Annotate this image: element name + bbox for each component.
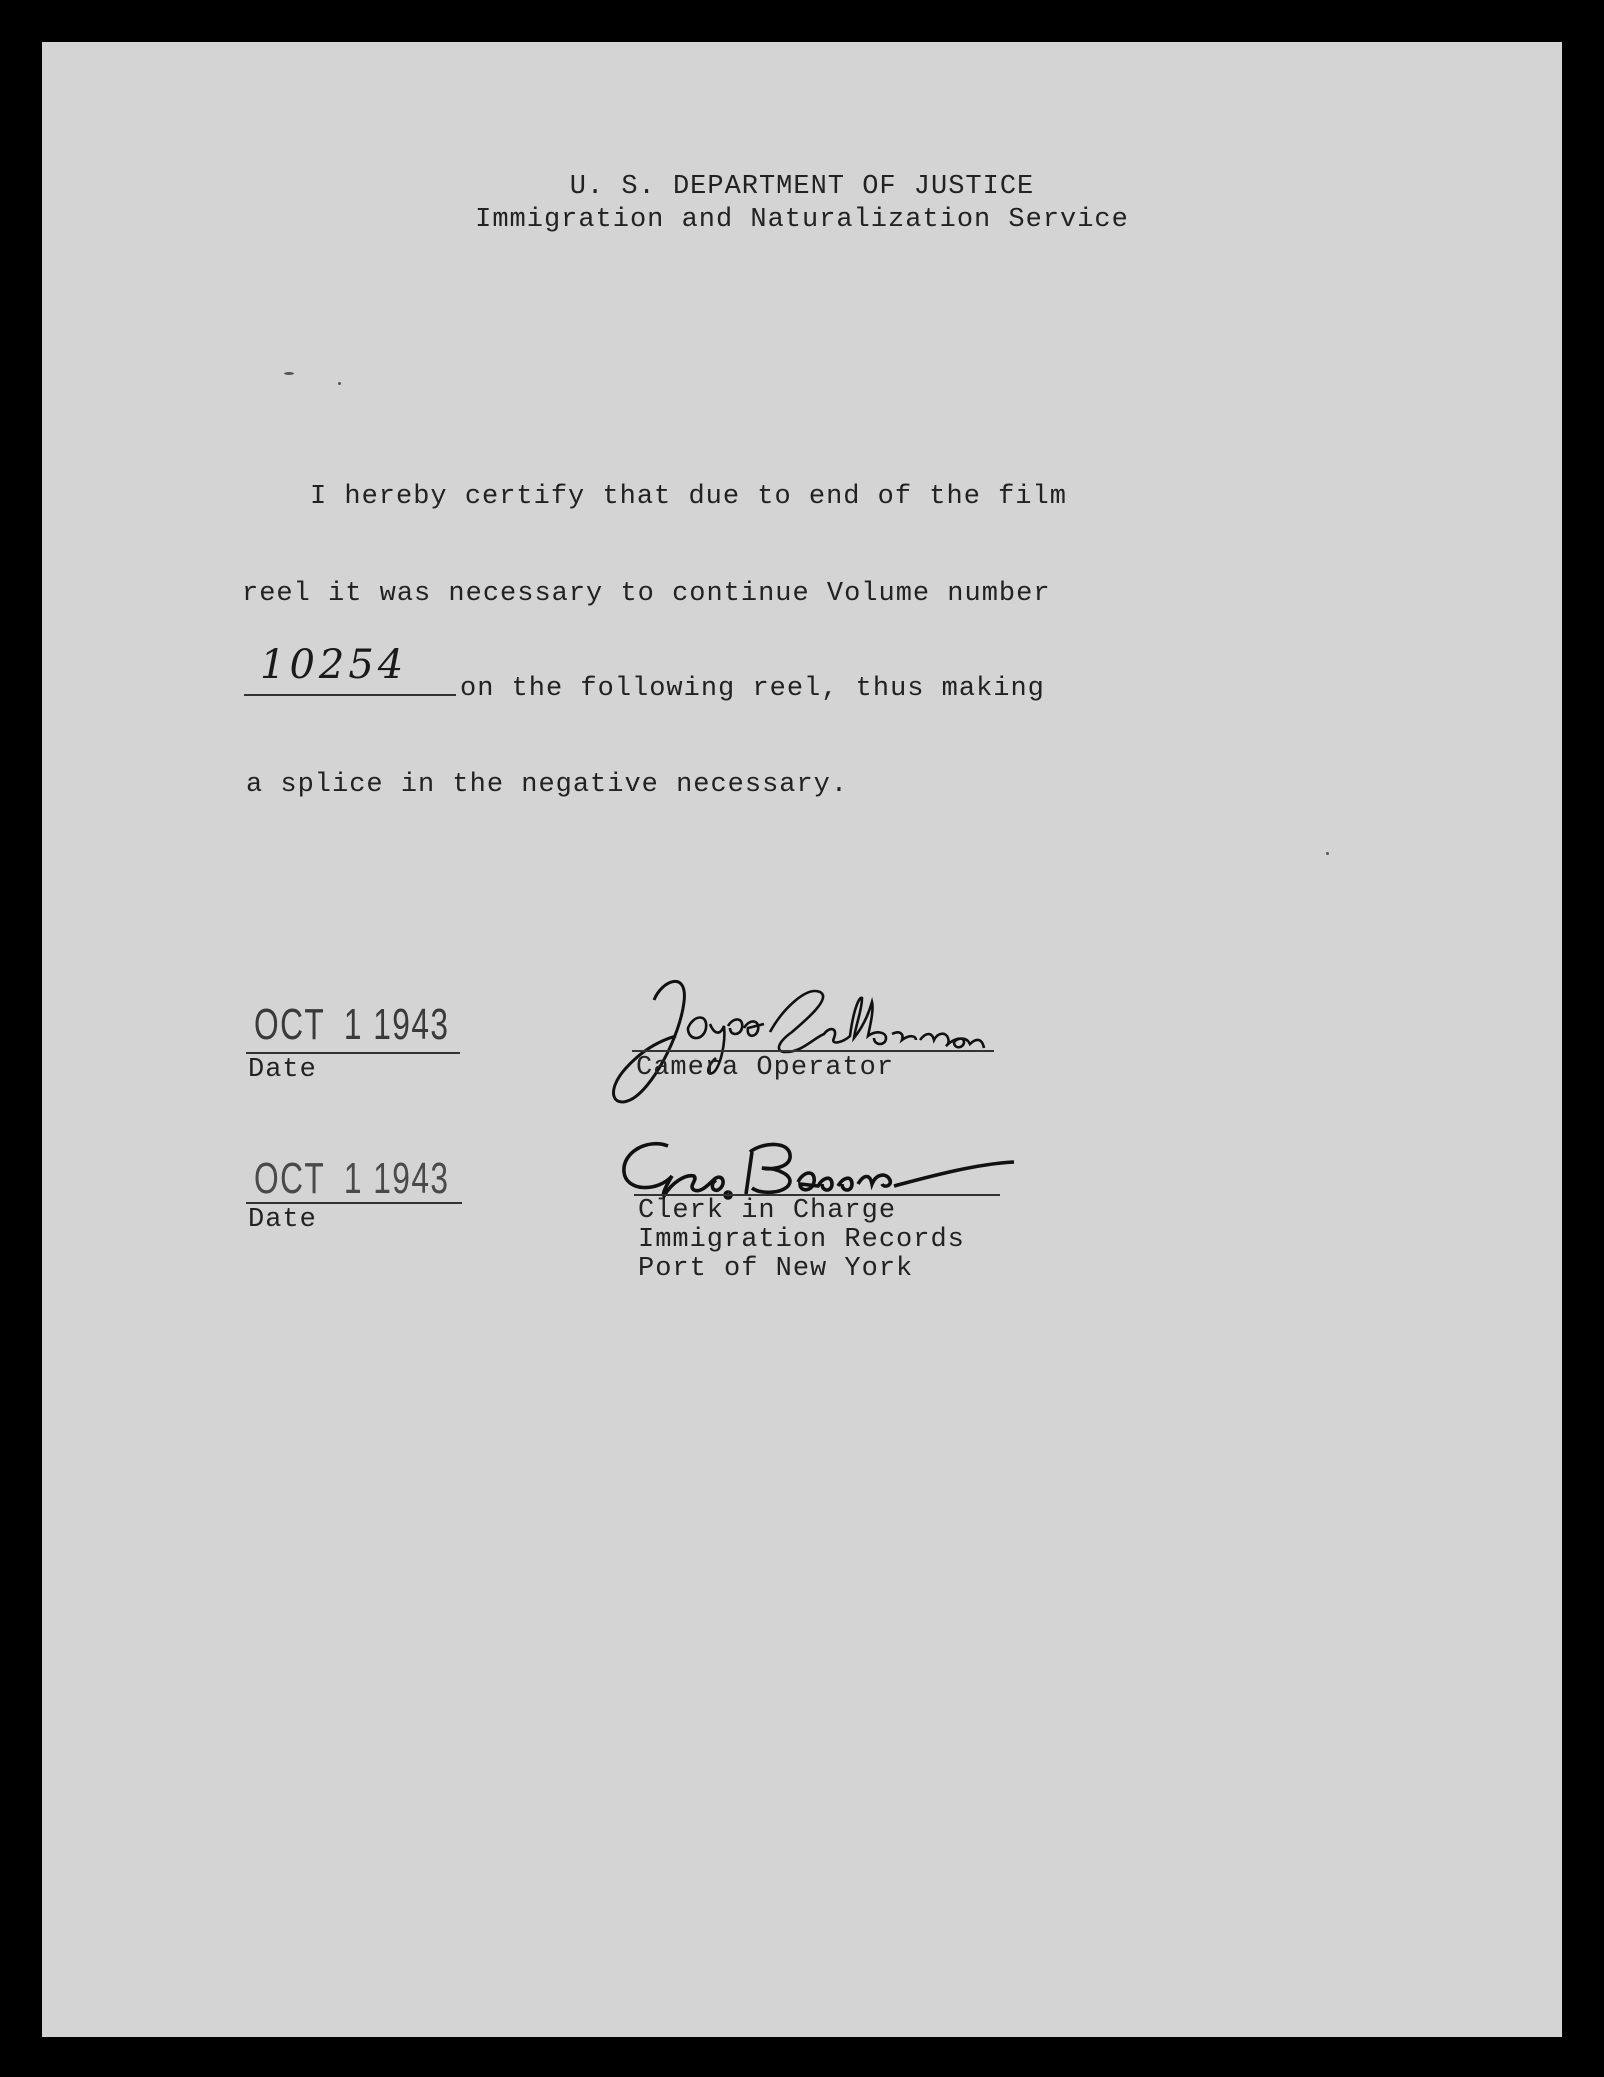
document-page <box>42 42 1562 2037</box>
paper-speck <box>284 372 294 375</box>
signature-line-camera <box>632 1050 994 1052</box>
body-line-4: a splice in the negative necessary. <box>246 770 849 800</box>
date-stamp-day-year: 1 1943 <box>343 1154 450 1203</box>
paper-speck <box>1326 852 1329 855</box>
date-line-clerk <box>246 1202 462 1204</box>
date-stamp-clerk <box>254 1154 449 1204</box>
paper-speck <box>338 382 341 385</box>
camera-operator-signature <box>592 940 1012 1120</box>
date-stamp-day-year: 1 1943 <box>343 1000 450 1049</box>
volume-number-handwritten: 10254 <box>260 642 408 688</box>
clerk-title-line-3: Port of New York <box>638 1254 914 1284</box>
clerk-title-line-2: Immigration Records <box>638 1225 965 1255</box>
date-line-camera <box>246 1052 460 1054</box>
date-stamp-month: OCT <box>254 1154 326 1203</box>
clerk-title-line-1: Clerk in Charge <box>638 1196 897 1226</box>
date-label-clerk: Date <box>248 1205 317 1235</box>
body-line-3: on the following reel, thus making <box>460 674 1045 704</box>
date-label-camera: Date <box>248 1055 317 1085</box>
camera-operator-title: Camera Operator <box>636 1053 895 1083</box>
date-stamp-camera <box>254 1000 449 1050</box>
volume-number-underline <box>244 694 456 696</box>
header-service: Immigration and Naturalization Service <box>475 205 1129 235</box>
header-department: U. S. DEPARTMENT OF JUSTICE <box>569 172 1035 202</box>
body-line-1: I hereby certify that due to end of the film <box>310 482 1067 512</box>
body-line-2: reel it was necessary to continue Volume number <box>242 579 1051 609</box>
date-stamp-month: OCT <box>254 1000 326 1049</box>
